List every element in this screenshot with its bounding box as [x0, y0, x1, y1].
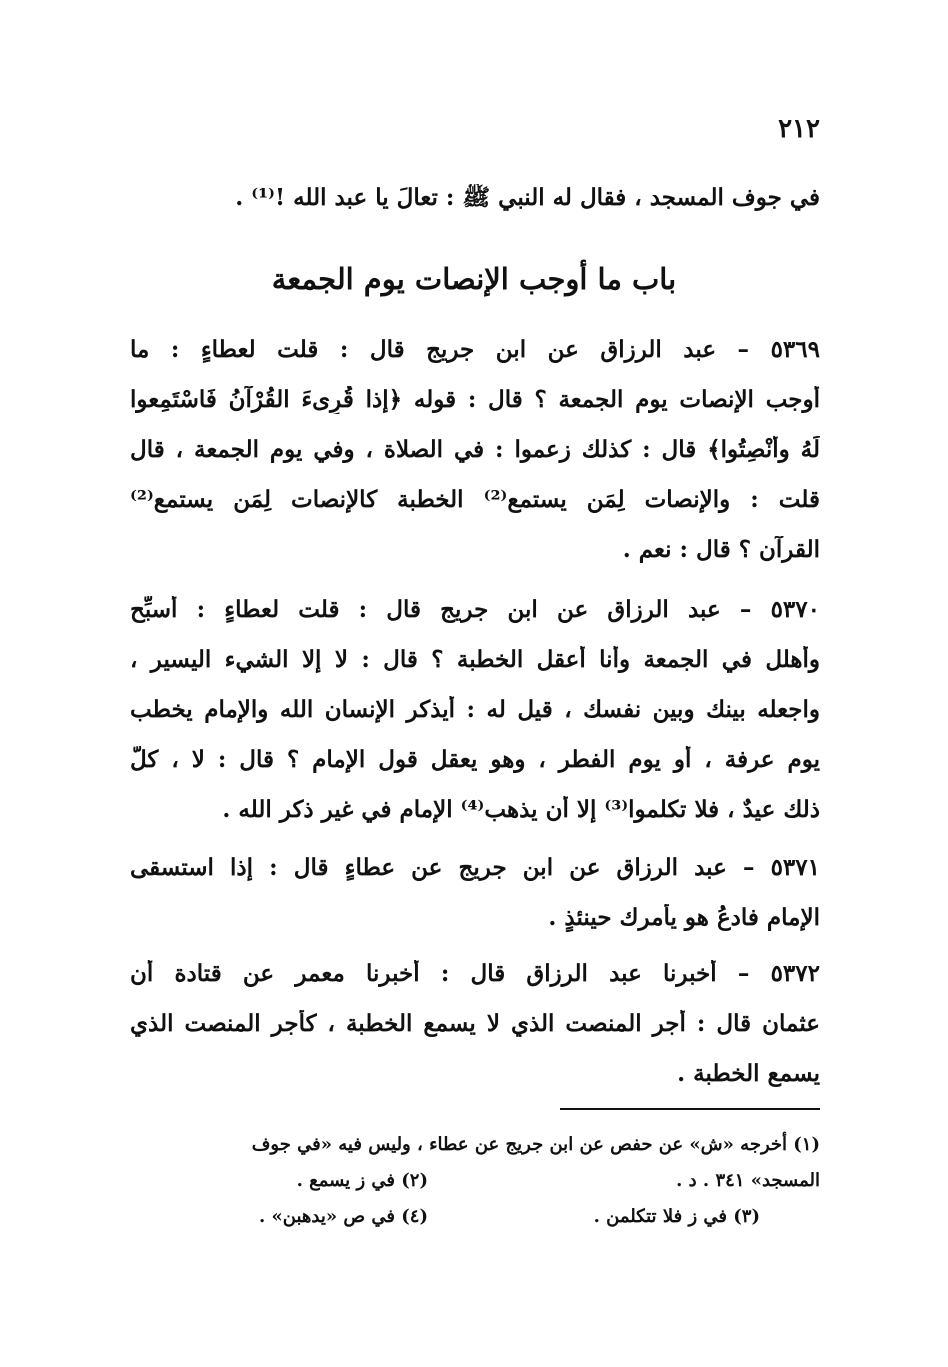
footnote-separator	[560, 1108, 820, 1110]
hadith-5371-line: الإمام فادعُ هو يأْمرك حينئذٍ .	[548, 904, 820, 931]
opening-line: في جوف المسجد ، فقال له النبي ﷺ : تعالَ يا عبد الله !⁽¹⁾ .	[235, 184, 820, 211]
hadith-5372-line: عثمان قال : أجر المنصت الذي لا يسمع الخطبة ، كأَجر المنصت الذي	[130, 1010, 820, 1037]
footnote-2: (٢) في ز يسمع .	[296, 1170, 428, 1191]
footnote-3: (٣) في ز فلا تتكلمن .	[593, 1206, 760, 1227]
hadith-5370-line: ذلك عيدٌ ، فلا تكلموا⁽³⁾ إلا أن يذهب⁽⁴⁾ الإمام في غير ذكر الله .	[222, 796, 820, 823]
hadith-5370-line: وأُهلل في الجمعة وأنا أعقل الخطبة ؟ قال : لا إلا الشيء اليسير ،	[130, 646, 820, 673]
page-number: ٢١٢	[778, 114, 820, 144]
hadith-5369-line: قلت : والإنصات لِمَن يستمع⁽²⁾ الخطبة كالإنصات لِمَن يستمع⁽²⁾	[130, 486, 820, 513]
hadith-5372-line: يسمع الخطبة .	[677, 1060, 820, 1087]
hadith-5370-line: واجعله بينك وبين نفسك ، قيل له : أيذكر الإنسان الله والإمام يخطب	[130, 696, 820, 723]
hadith-5369-line: القرآن ؟ قال : نعم .	[622, 536, 820, 563]
hadith-5370-line: ٥٣٧٠ – عبد الرزاق عن ابن جريج قال : قلت لعطاءٍ : أُسبِّح	[130, 596, 820, 623]
footnote-1-continued: المسجد» ٣٤١ . د .	[676, 1170, 820, 1191]
chapter-title: باب ما أوجب الإنصات يوم الجمعة	[271, 262, 677, 296]
hadith-5371-line: ٥٣٧١ – عبد الرزاق عن ابن جريج عن عطاءٍ قال : إذا استسقى	[130, 854, 820, 881]
hadith-5369-line: لَهُ وأنْصِتُوا﴾ قال : كذلك زعموا : في الصلاة ، وفي يوم الجمعة ، قال	[130, 436, 820, 463]
footnote-4: (٤) في ص «يدهبن» .	[258, 1206, 428, 1227]
footnote-1: (١) أخرجه «ش» عن حفص عن ابن جريج عن عطاء ، وليس فيه «في جوف	[251, 1134, 820, 1155]
hadith-5372-line: ٥٣٧٢ – أخبرنا عبد الرزاق قال : أخبرنا معمر عن قتادة أن	[130, 960, 820, 987]
hadith-5369-line: أوجب الإنصات يوم الجمعة ؟ قال : قوله ﴿إذا قُرِىءَ القُرْآنُ فَاسْتَمِعوا	[130, 386, 820, 413]
hadith-5370-line: يوم عرفة ، أو يوم الفطر ، وهو يعقل قول الإمام ؟ قال : لا ، كلُّ	[130, 746, 820, 773]
hadith-5369-line: ٥٣٦٩ – عبد الرزاق عن ابن جريج قال : قلت لعطاءٍ : ما	[130, 336, 820, 363]
